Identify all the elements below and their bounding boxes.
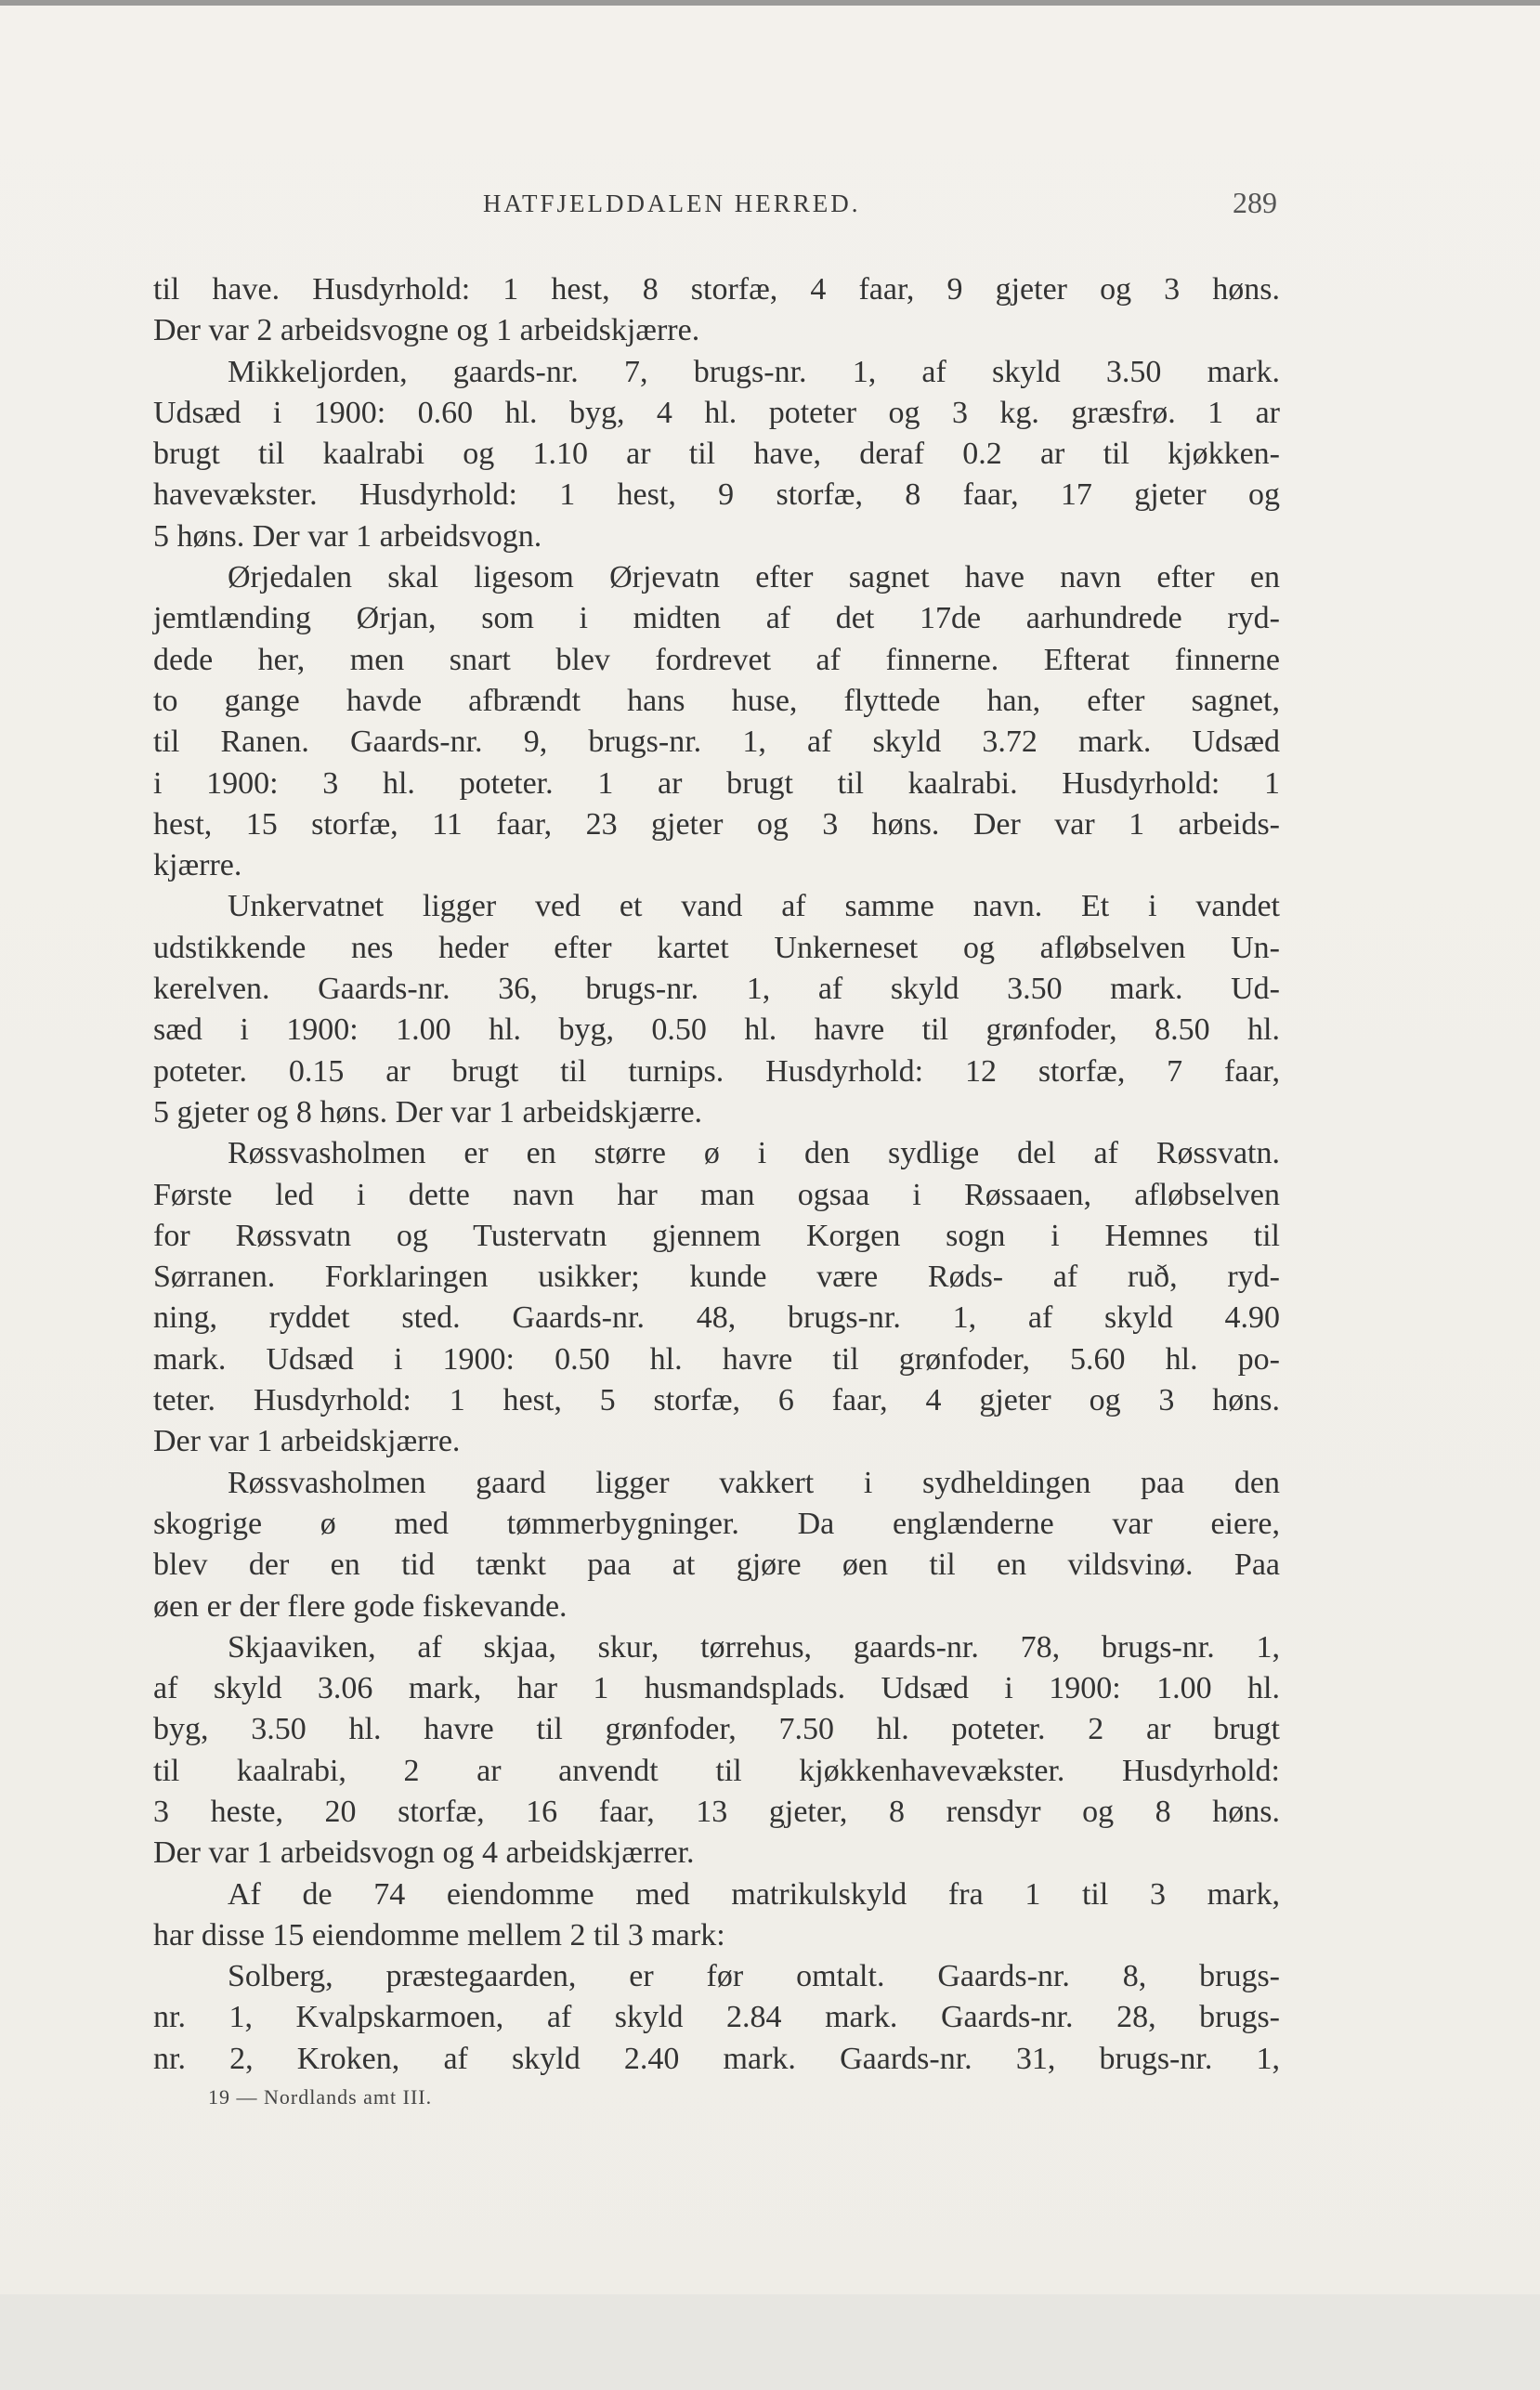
text-line: i 1900: 3 hl. poteter. 1 ar brugt til kaalrabi. Husdyrhold: 1 bbox=[153, 765, 1280, 801]
text-line: brugt til kaalrabi og 1.10 ar til have, deraf 0.2 ar til kjøkken- bbox=[153, 437, 1280, 472]
text-line: øen er der flere gode fiskevande. bbox=[153, 1588, 568, 1624]
text-line: Røssvasholmen gaard ligger vakkert i sydheldingen paa den bbox=[228, 1465, 1280, 1500]
text-line: udstikkende nes heder efter kartet Unkerneset og afløbselven Un- bbox=[153, 930, 1280, 965]
text-line: to gange havde afbrændt hans huse, flyttede han, efter sagnet, bbox=[153, 683, 1280, 718]
text-line: til have. Husdyrhold: 1 hest, 8 storfæ, 4 faar, 9 gjeter og 3 høns. bbox=[153, 272, 1280, 307]
text-line: havevækster. Husdyrhold: 1 hest, 9 storfæ, 8 faar, 17 gjeter og bbox=[153, 477, 1280, 513]
text-line: Første led i dette navn har man ogsaa i Røssaaen, afløbselven bbox=[153, 1177, 1280, 1212]
text-line: Solberg, præstegaarden, er før omtalt. Gaards-nr. 8, brugs- bbox=[228, 1959, 1280, 1994]
text-line: nr. 2, Kroken, af skyld 2.40 mark. Gaards-nr. 31, brugs-nr. 1, bbox=[153, 2041, 1280, 2076]
scan-margin bbox=[0, 2294, 1540, 2390]
text-line: af skyld 3.06 mark, har 1 husmandsplads. Udsæd i 1900: 1.00 hl. bbox=[153, 1671, 1280, 1706]
text-line: nr. 1, Kvalpskarmoen, af skyld 2.84 mark. Gaards-nr. 28, brugs- bbox=[153, 2000, 1280, 2035]
text-line: mark. Udsæd i 1900: 0.50 hl. havre til grønfoder, 5.60 hl. po- bbox=[153, 1341, 1280, 1377]
page-footnote: 19 — Nordlands amt III. bbox=[208, 2085, 433, 2109]
text-line: for Røssvatn og Tustervatn gjennem Korgen sogn i Hemnes til bbox=[153, 1218, 1280, 1253]
text-line: kjærre. bbox=[153, 848, 242, 883]
text-line: sæd i 1900: 1.00 hl. byg, 0.50 hl. havre til grønfoder, 8.50 hl. bbox=[153, 1012, 1280, 1048]
text-line: dede her, men snart blev fordrevet af finnerne. Efterat finnerne bbox=[153, 642, 1280, 677]
text-line: hest, 15 storfæ, 11 faar, 23 gjeter og 3 høns. Der var 1 arbeids- bbox=[153, 806, 1280, 842]
text-line: til kaalrabi, 2 ar anvendt til kjøkkenhavevækster. Husdyrhold: bbox=[153, 1753, 1280, 1788]
text-line: skogrige ø med tømmerbygninger. Da englænderne var eiere, bbox=[153, 1506, 1280, 1541]
text-line: 3 heste, 20 storfæ, 16 faar, 13 gjeter, 8 rensdyr og 8 høns. bbox=[153, 1794, 1280, 1829]
text-line: Udsæd i 1900: 0.60 hl. byg, 4 hl. poteter og 3 kg. græsfrø. 1 ar bbox=[153, 395, 1280, 430]
text-line: kerelven. Gaards-nr. 36, brugs-nr. 1, af skyld 3.50 mark. Ud- bbox=[153, 972, 1280, 1007]
text-line: 5 gjeter og 8 høns. Der var 1 arbeidskjærre. bbox=[153, 1094, 703, 1130]
text-line: Der var 2 arbeidsvogne og 1 arbeidskjærre. bbox=[153, 313, 700, 348]
scan-border bbox=[0, 0, 1540, 6]
text-line: Der var 1 arbeidsvogn og 4 arbeidskjærrer. bbox=[153, 1835, 695, 1871]
text-line: blev der en tid tænkt paa at gjøre øen til en vildsvinø. Paa bbox=[153, 1548, 1280, 1583]
text-line: Der var 1 arbeidskjærre. bbox=[153, 1424, 461, 1459]
text-line: Mikkeljorden, gaards-nr. 7, brugs-nr. 1, af skyld 3.50 mark. bbox=[228, 354, 1280, 389]
text-line: Røssvasholmen er en større ø i den sydlige del af Røssvatn. bbox=[228, 1136, 1280, 1171]
body-text bbox=[153, 269, 1280, 2080]
running-title: HATFJELDDALEN HERRED. bbox=[483, 189, 861, 217]
text-line: Unkervatnet ligger ved et vand af samme navn. Et i vandet bbox=[228, 889, 1280, 924]
text-line: poteter. 0.15 ar brugt til turnips. Husdyrhold: 12 storfæ, 7 faar, bbox=[153, 1053, 1280, 1089]
text-line: til Ranen. Gaards-nr. 9, brugs-nr. 1, af skyld 3.72 mark. Udsæd bbox=[153, 725, 1280, 760]
text-line: har disse 15 eiendomme mellem 2 til 3 mark: bbox=[153, 1917, 725, 1952]
text-line: Af de 74 eiendomme med matrikulskyld fra 1 til 3 mark, bbox=[228, 1876, 1280, 1912]
text-line: teter. Husdyrhold: 1 hest, 5 storfæ, 6 faar, 4 gjeter og 3 høns. bbox=[153, 1383, 1280, 1418]
text-line: 5 høns. Der var 1 arbeidsvogn. bbox=[153, 518, 542, 554]
text-line: byg, 3.50 hl. havre til grønfoder, 7.50 hl. poteter. 2 ar brugt bbox=[153, 1712, 1280, 1747]
text-line: Ørjedalen skal ligesom Ørjevatn efter sagnet have navn efter en bbox=[228, 560, 1280, 595]
text-line: ning, ryddet sted. Gaards-nr. 48, brugs-nr. 1, af skyld 4.90 bbox=[153, 1300, 1280, 1336]
text-line: jemtlænding Ørjan, som i midten af det 17de aarhundrede ryd- bbox=[153, 601, 1280, 636]
text-line: Skjaaviken, af skjaa, skur, tørrehus, gaards-nr. 78, brugs-nr. 1, bbox=[228, 1629, 1280, 1665]
page-number: 289 bbox=[1233, 186, 1277, 219]
text-line: Sørranen. Forklaringen usikker; kunde være Røds- af ruð, ryd- bbox=[153, 1260, 1280, 1295]
running-header bbox=[153, 186, 1277, 232]
